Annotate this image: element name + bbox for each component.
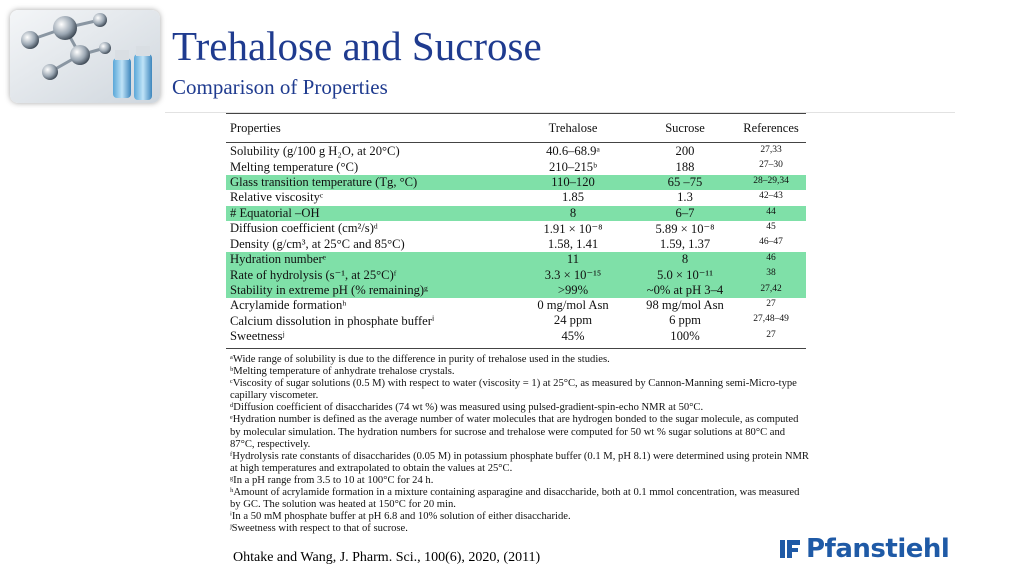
- table-row: [226, 267, 806, 282]
- column-header-trehalose: Trehalose: [548, 120, 598, 135]
- footnote: ᶜViscosity of sugar solutions (0.5 M) with respect to water (viscosity = 1) at 25°C, as measured by Cannon-Manning semi-Micro-type capillary viscometer.: [230, 378, 797, 402]
- column-header-properties: Properties: [230, 120, 281, 135]
- sucrose-cell: 8: [681, 251, 689, 266]
- references-cell: 44: [766, 206, 776, 217]
- table-row: [226, 159, 806, 174]
- molecule-photo: [10, 10, 160, 103]
- sucrose-cell: 1.59, 1.37: [659, 236, 711, 251]
- trehalose-cell: 1.85: [561, 190, 585, 205]
- references-cell: 27: [766, 298, 776, 309]
- sucrose-cell: 200: [675, 144, 695, 159]
- references-cell: 27,42: [760, 283, 782, 294]
- footnote: ʲSweetness with respect to that of sucrose.: [230, 523, 408, 535]
- footnote: ᶠHydrolysis rate constants of disaccharides (0.05 M) in potassium phosphate buffer (0.1 M, pH 8.1) were determined using protein NMR at high temperatures and extrapolated to obtain the values at 25°C.: [230, 450, 809, 474]
- trehalose-cell: 1.58, 1.41: [547, 236, 599, 251]
- logo-wordmark: Pfanstiehl: [806, 534, 950, 564]
- properties-table: [226, 113, 806, 349]
- footnotes: [230, 354, 810, 535]
- footnote: ᵇMelting temperature of anhydrate trehalose crystals.: [230, 366, 455, 378]
- references-cell: 27,48–49: [753, 314, 789, 325]
- trehalose-cell: 11: [566, 251, 580, 266]
- references-cell: 27: [766, 329, 776, 340]
- property-cell: Glass transition temperature (Tg, °C): [230, 174, 418, 189]
- sucrose-cell: 5.89 × 10⁻⁸: [655, 221, 715, 236]
- page-title: Trehalose and Sucrose: [172, 23, 542, 69]
- footnote: ᵉHydration number is defined as the average number of water molecules that are hydrogen bonded to the sugar molecule, as computed by molecular simulation. The hydration numbers for sucrose and trehalose were computed for 50 wt % sugar solutions at 80°C and 87°C, respectively.: [230, 414, 799, 450]
- references-cell: 46–47: [759, 237, 783, 248]
- sucrose-cell: 100%: [670, 328, 700, 343]
- table-row: [226, 236, 806, 251]
- property-cell: Hydration numberᵉ: [230, 251, 326, 266]
- pfanstiehl-logo: [778, 534, 949, 564]
- table-row: [226, 313, 806, 328]
- property-cell: Solubility (g/100 g H₂O, at 20°C): [230, 144, 400, 159]
- table-row: [226, 252, 806, 267]
- property-cell: Rate of hydrolysis (s⁻¹, at 25°C)ᶠ: [230, 267, 397, 282]
- pfanstiehl-logo-mark-icon: [778, 537, 802, 561]
- sucrose-cell: 98 mg/mol Asn: [646, 298, 724, 313]
- table-row: [226, 329, 806, 344]
- table-row: [226, 190, 806, 205]
- table-row: [226, 206, 806, 221]
- column-header-references: References: [743, 120, 799, 135]
- references-cell: 46: [766, 252, 776, 263]
- references-cell: 28–29,34: [753, 175, 789, 186]
- property-cell: Acrylamide formationʰ: [230, 298, 347, 313]
- trehalose-cell: 45%: [561, 328, 585, 343]
- trehalose-cell: 24 ppm: [553, 313, 593, 328]
- trehalose-cell: 210–215ᵇ: [549, 159, 597, 174]
- references-cell: 27,33: [760, 145, 782, 155]
- trehalose-cell: 3.3 × 10⁻¹⁵: [544, 267, 602, 282]
- footnote: ᵈDiffusion coefficient of disaccharides (74 wt %) was measured using pulsed-gradient-spin-echo NMR at 50°C.: [230, 402, 704, 414]
- references-cell: 27–30: [759, 160, 783, 171]
- column-header-sucrose: Sucrose: [665, 120, 705, 135]
- footnote: ᵍIn a pH range from 3.5 to 10 at 100°C for 24 h.: [230, 474, 434, 486]
- trehalose-cell: 40.6–68.9ᵃ: [546, 144, 600, 159]
- table-row: [226, 144, 806, 159]
- references-cell: 38: [766, 268, 776, 279]
- trehalose-cell: 110–120: [551, 174, 595, 189]
- references-cell: 42–43: [759, 191, 783, 202]
- sucrose-cell: 1.3: [677, 190, 693, 205]
- sucrose-cell: 65 –75: [667, 174, 703, 189]
- sucrose-cell: 188: [675, 159, 695, 174]
- property-cell: Sweetnessʲ: [230, 328, 285, 343]
- table-row: [226, 175, 806, 190]
- page-subtitle: Comparison of Properties: [172, 75, 388, 99]
- trehalose-cell: >99%: [557, 282, 589, 297]
- property-cell: # Equatorial –OH: [230, 205, 320, 220]
- table-bottom-rule: [226, 348, 806, 349]
- footnote: ⁱIn a 50 mM phosphate buffer at pH 6.8 and 10% solution of either disaccharide.: [230, 511, 571, 523]
- trehalose-cell: 8: [569, 205, 577, 220]
- table-row: [226, 283, 806, 298]
- property-cell: Calcium dissolution in phosphate bufferⁱ: [230, 314, 435, 328]
- table-body: [226, 143, 806, 344]
- table-row: [226, 298, 806, 313]
- footnote: ʰAmount of acrylamide formation in a mixture containing asparagine and disaccharide, both at 0.1 mmol concentration, was measured by GC. The solution was heated at 150°C for 20 min.: [230, 487, 800, 511]
- footnote: ᵃWide range of solubility is due to the difference in purity of trehalose used in the studies.: [230, 354, 610, 365]
- references-cell: 45: [766, 221, 776, 232]
- table-header: [226, 114, 806, 142]
- property-cell: Stability in extreme pH (% remaining)ᵍ: [230, 282, 428, 297]
- trehalose-cell: 1.91 × 10⁻⁸: [543, 221, 603, 236]
- trehalose-cell: 0 mg/mol Asn: [537, 298, 609, 313]
- property-cell: Density (g/cm³, at 25°C and 85°C): [230, 236, 405, 251]
- table-row: [226, 221, 806, 236]
- sucrose-cell: 5.0 × 10⁻¹¹: [657, 267, 713, 282]
- property-cell: Diffusion coefficient (cm²/s)ᵈ: [230, 221, 378, 236]
- sucrose-cell: ~0% at pH 3–4: [646, 282, 724, 297]
- sucrose-cell: 6–7: [675, 205, 695, 220]
- property-cell: Relative viscosityᶜ: [230, 190, 324, 205]
- property-cell: Melting temperature (°C): [230, 159, 359, 174]
- citation: Ohtake and Wang, J. Pharm. Sci., 100(6), 2020, (2011): [233, 550, 541, 565]
- sucrose-cell: 6 ppm: [669, 313, 701, 328]
